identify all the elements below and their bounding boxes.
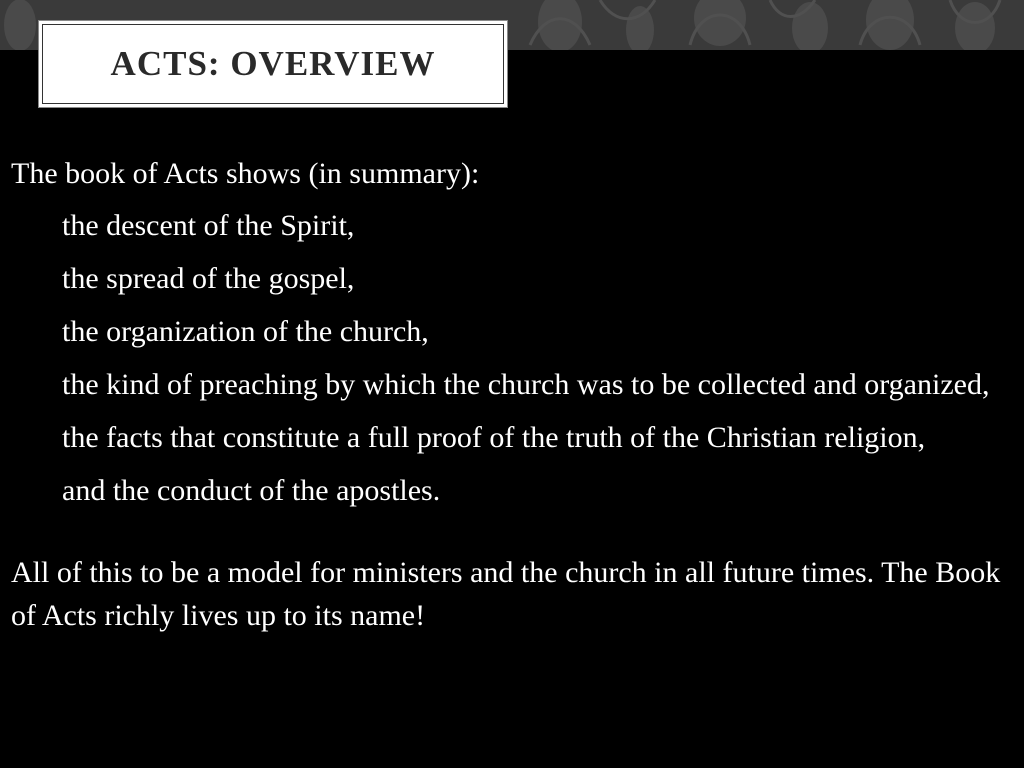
list-item: the kind of preaching by which the church was to be collected and organized, — [62, 368, 990, 401]
list-item: the facts that constitute a full proof of the truth of the Christian religion, — [62, 421, 926, 454]
slide-body — [11, 152, 1011, 637]
list-item: the spread of the gospel, — [62, 262, 355, 295]
summary-list — [11, 204, 1011, 512]
list-item: the organization of the church, — [62, 315, 429, 348]
title-box-inner-border — [42, 24, 504, 104]
closing-paragraph: All of this to be a model for ministers and the church in all future times. The Book of Acts richly lives up to its name! — [11, 556, 1001, 632]
slide-title: ACTS: OVERVIEW — [110, 44, 436, 83]
list-item: the descent of the Spirit, — [62, 209, 355, 242]
title-box — [38, 20, 508, 108]
list-item: and the conduct of the apostles. — [62, 474, 441, 507]
intro-line: The book of Acts shows (in summary): — [11, 157, 480, 190]
